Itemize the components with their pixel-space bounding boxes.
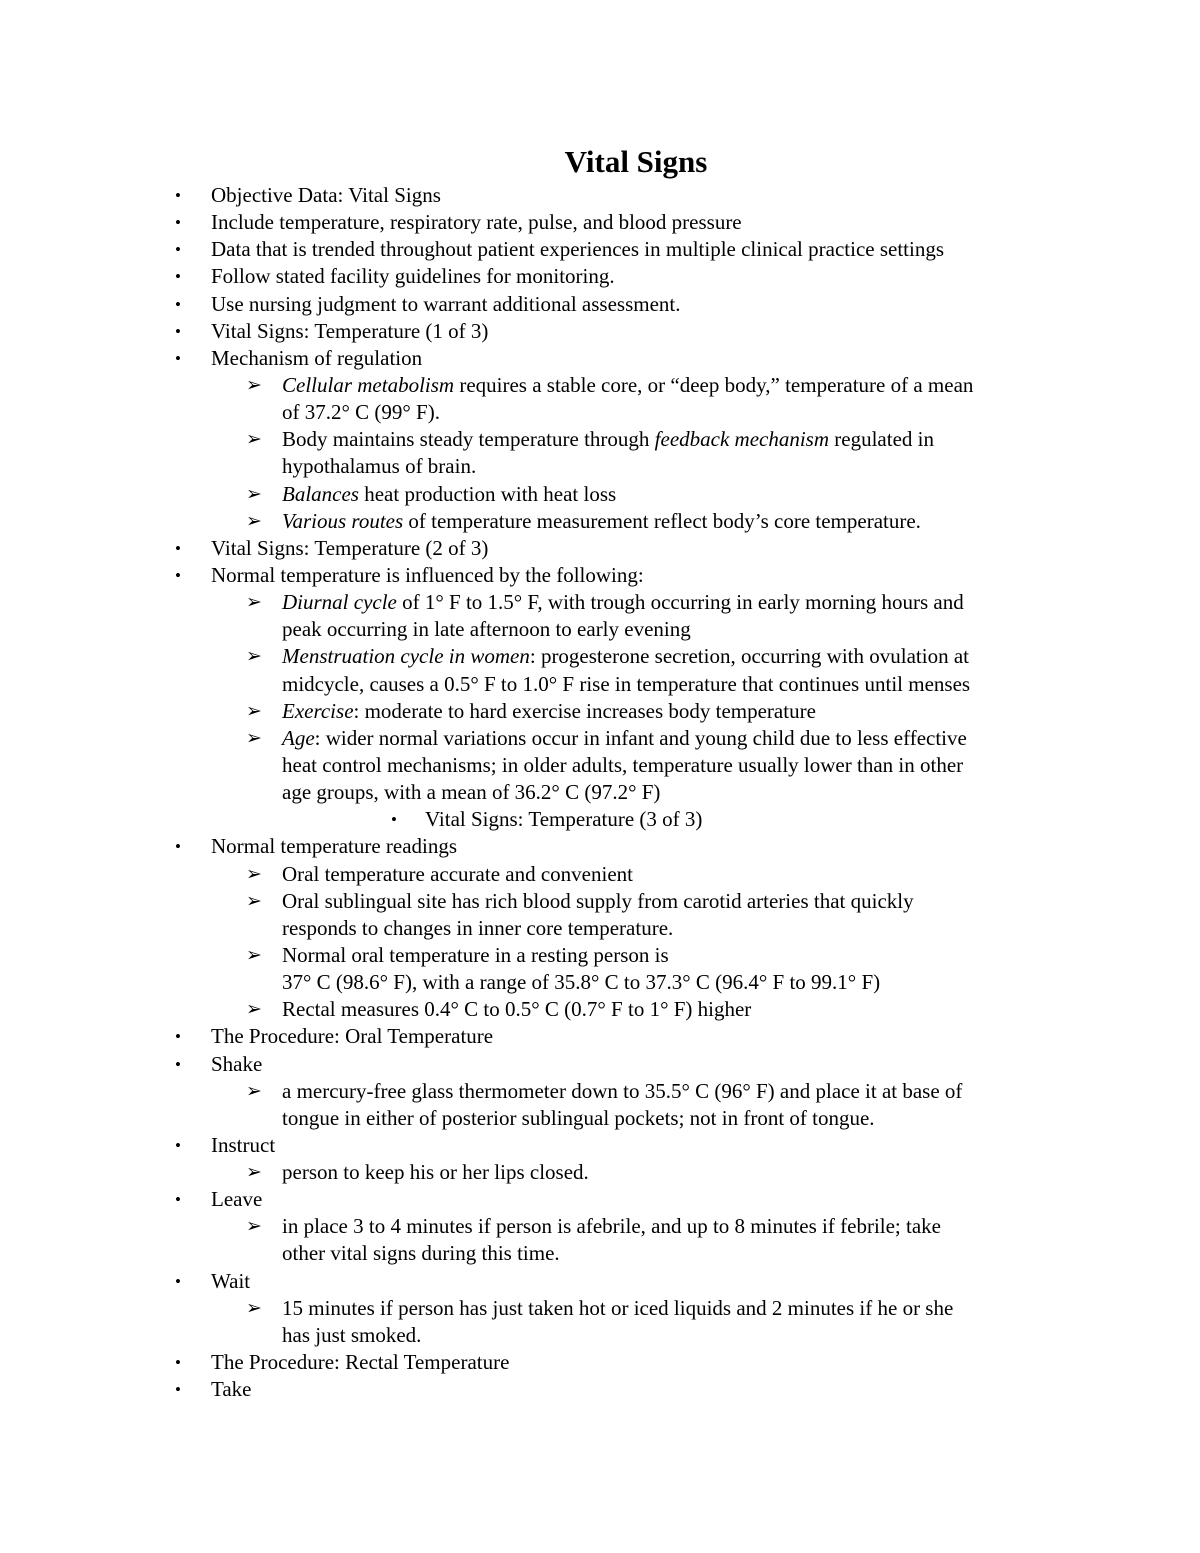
list-item-text [211,236,944,263]
list-item [0,915,1200,942]
text-run: Objective Data: Vital Signs [211,183,441,207]
text-run: : progesterone secretion, occurring with ovulation at [529,644,969,669]
list-item [0,833,1200,860]
list-item [0,1105,1200,1132]
list-item [0,562,1200,589]
list-item-text [282,698,816,725]
text-run: Normal oral temperature in a resting person is [282,942,669,967]
list-item-text [211,1023,493,1050]
list-item-text [282,915,673,942]
list-item-text [282,888,914,915]
list-item-text [211,1268,250,1295]
list-item-text [211,318,488,345]
text-run: regulated in [829,427,934,452]
list-item-text [282,1295,953,1322]
list-item-text [211,1376,252,1403]
arrow-bullet-icon: ➢ [246,944,262,966]
list-item [0,1159,1200,1186]
list-item [0,182,1200,209]
bullet-icon: • [391,810,397,830]
text-run: heat control mechanisms; in older adults, temperature usually lower than in other [282,752,964,777]
list-item-text [211,1186,262,1213]
list-item [0,372,1200,399]
list-item [0,589,1200,616]
list-item-text [211,182,441,209]
list-item-text [211,1132,275,1159]
bullet-icon: • [175,348,181,368]
list-item [0,698,1200,725]
bullet-icon: • [175,1054,181,1074]
list-item [0,1078,1200,1105]
text-run: Wait [211,1268,251,1293]
text-run: peak occurring in late afternoon to early evening [282,617,691,642]
emphasized-term: Age [282,725,315,750]
text-run: Leave [211,1187,263,1212]
list-item-text [282,508,921,535]
list-item [0,1268,1200,1295]
text-run: Rectal measures 0.4° C to 0.5° C (0.7° F to 1° F) higher [282,997,752,1022]
list-item [0,1376,1200,1403]
list-item-text [211,1051,262,1078]
list-item [0,1322,1200,1349]
list-item-text [211,1349,509,1376]
list-item-text [282,589,964,616]
list-item [0,535,1200,562]
list-item-text [282,399,440,426]
bullet-icon: • [175,565,181,585]
bullet-icon: • [175,321,181,341]
list-item [0,1132,1200,1159]
arrow-bullet-icon: ➢ [246,1297,262,1319]
text-run: The Procedure: Oral Temperature [211,1024,494,1049]
bullet-icon: • [175,294,181,314]
list-item [0,969,1200,996]
bullet-icon: • [175,240,181,260]
emphasized-term: Exercise [282,698,354,723]
text-run: person to keep his or her lips closed. [282,1160,589,1185]
list-item [0,1240,1200,1267]
arrow-bullet-icon: ➢ [246,374,262,396]
page-title: Vital Signs [564,144,708,179]
text-run: Normal temperature is influenced by the following: [211,562,644,587]
text-run: has just smoked. [282,1322,422,1347]
arrow-bullet-icon: ➢ [246,1162,262,1184]
bullet-icon: • [175,186,181,205]
list-item [0,508,1200,535]
text-run: Data that is trended throughout patient experiences in multiple clinical practice settings [211,237,945,262]
list-item-text [211,263,615,290]
list-item-text [282,1322,421,1349]
arrow-bullet-icon: ➢ [246,1216,262,1238]
text-run: Shake [211,1051,263,1076]
list-item [0,236,1200,263]
bullet-icon: • [175,837,181,857]
list-item-text [282,1240,560,1267]
list-item-text [282,1213,941,1240]
text-run: Include temperature, respiratory rate, pulse, and blood pressure [211,210,742,235]
list-item-text [282,942,669,969]
text-run: requires a stable core, or “deep body,” temperature of a mean [454,372,974,397]
list-item-text [282,426,934,453]
list-item-text [211,291,681,318]
arrow-bullet-icon: ➢ [246,483,262,505]
arrow-bullet-icon: ➢ [246,727,262,749]
list-item-text [282,453,476,480]
emphasized-term: Cellular metabolism [282,372,455,397]
list-item-text [282,1078,962,1105]
list-item-text [282,779,660,806]
arrow-bullet-icon: ➢ [246,999,262,1021]
list-item [0,345,1200,372]
text-run: 15 minutes if person has just taken hot or iced liquids and 2 minutes if he or she [282,1295,954,1320]
emphasized-term: Menstruation cycle in women [282,644,530,669]
bullet-icon: • [175,267,181,287]
list-item-text [282,1159,589,1186]
list-item [0,616,1200,643]
list-item [0,318,1200,345]
arrow-bullet-icon: ➢ [246,429,262,451]
list-item [0,481,1200,508]
arrow-bullet-icon: ➢ [246,592,262,614]
emphasized-term: Diurnal cycle [282,590,397,615]
emphasized-term: feedback mechanism [654,427,830,452]
text-run: Vital Signs: Temperature (2 of 3) [211,535,489,560]
text-run: a mercury-free glass thermometer down to 35.5° C (96° F) and place it at base of [282,1078,963,1103]
bullet-icon: • [175,538,181,558]
list-item [0,399,1200,426]
text-run: 37° C (98.6° F), with a range of 35.8° C to 37.3° C (96.4° F to 99.1° F) [282,970,881,995]
list-item-text [282,643,969,670]
list-item-text [211,345,422,372]
text-run: Mechanism of regulation [211,345,423,370]
list-item-text [282,1105,875,1132]
text-run: The Procedure: Rectal Temperature [211,1350,510,1375]
arrow-bullet-icon: ➢ [246,863,262,885]
list-item-text [282,861,633,888]
list-item-text [211,562,644,589]
text-run: : moderate to hard exercise increases body temperature [353,698,816,723]
list-item [0,861,1200,888]
list-item [0,1186,1200,1213]
emphasized-term: Various routes [282,508,404,533]
list-item [0,1349,1200,1376]
list-item [0,779,1200,806]
text-run: midcycle, causes a 0.5° F to 1.0° F rise in temperature that continues until menses [282,671,971,696]
bullet-icon: • [175,1353,181,1373]
text-run: responds to changes in inner core temperature. [282,915,674,940]
list-item [0,1023,1200,1050]
text-run: age groups, with a mean of 36.2° C (97.2° F) [282,780,661,805]
text-run: hypothalamus of brain. [282,454,477,479]
list-item [0,263,1200,290]
list-item [0,725,1200,752]
bullet-icon: • [175,1027,181,1047]
list-item [0,671,1200,698]
list-item-text [282,969,880,996]
list-item-text [282,372,973,399]
text-run: of temperature measurement reflect body’s core temperature. [403,508,921,533]
bullet-icon: • [175,213,181,233]
list-item [0,643,1200,670]
list-item [0,426,1200,453]
bullet-icon: • [175,1271,181,1291]
text-run: Body maintains steady temperature through [282,427,655,452]
list-item [0,1295,1200,1322]
list-item-text [211,535,488,562]
list-item [0,209,1200,236]
text-run: Follow stated facility guidelines for monitoring. [211,264,615,289]
list-item [0,291,1200,318]
list-item-text [282,481,616,508]
bullet-list [0,182,1200,1403]
list-item [0,752,1200,779]
text-run: Oral temperature accurate and convenient [282,861,633,886]
text-run: Oral sublingual site has rich blood supply from carotid arteries that quickly [282,888,914,913]
arrow-bullet-icon: ➢ [246,1080,262,1102]
text-run: Take [211,1377,252,1402]
bullet-icon: • [175,1190,181,1210]
list-item [0,453,1200,480]
text-run: tongue in either of posterior sublingual pockets; not in front of tongue. [282,1105,875,1130]
bullet-icon: • [175,1135,181,1155]
text-run: heat production with heat loss [358,481,617,506]
list-item-text [425,806,702,833]
list-item-text [211,833,457,860]
text-run: Use nursing judgment to warrant additional assessment. [211,291,681,316]
list-item [0,1051,1200,1078]
text-run: of 37.2° C (99° F). [282,400,440,425]
arrow-bullet-icon: ➢ [246,646,262,668]
list-item-text [211,209,742,236]
emphasized-term: Balances [282,481,359,506]
list-item-text [282,996,751,1023]
list-item-text [282,616,691,643]
text-run: : wider normal variations occur in infant and young child due to less effective [314,725,967,750]
arrow-bullet-icon: ➢ [246,890,262,912]
text-run: Vital Signs: Temperature (3 of 3) [425,807,703,832]
list-item [0,888,1200,915]
text-run: Instruct [211,1132,276,1157]
list-item [0,996,1200,1023]
list-item-text [282,671,970,698]
list-item-text [282,725,967,752]
list-item-text [282,752,963,779]
list-item [0,1213,1200,1240]
text-run: in place 3 to 4 minutes if person is afebrile, and up to 8 minutes if febrile; take [282,1214,941,1239]
text-run: of 1° F to 1.5° F, with trough occurring in early morning hours and [396,590,964,615]
text-run: Vital Signs: Temperature (1 of 3) [211,318,489,343]
list-item [0,942,1200,969]
list-item [0,806,1200,833]
arrow-bullet-icon: ➢ [246,510,262,532]
text-run: Normal temperature readings [211,834,458,859]
text-run: other vital signs during this time. [282,1241,560,1266]
bullet-icon: • [175,1380,181,1400]
arrow-bullet-icon: ➢ [246,700,262,722]
